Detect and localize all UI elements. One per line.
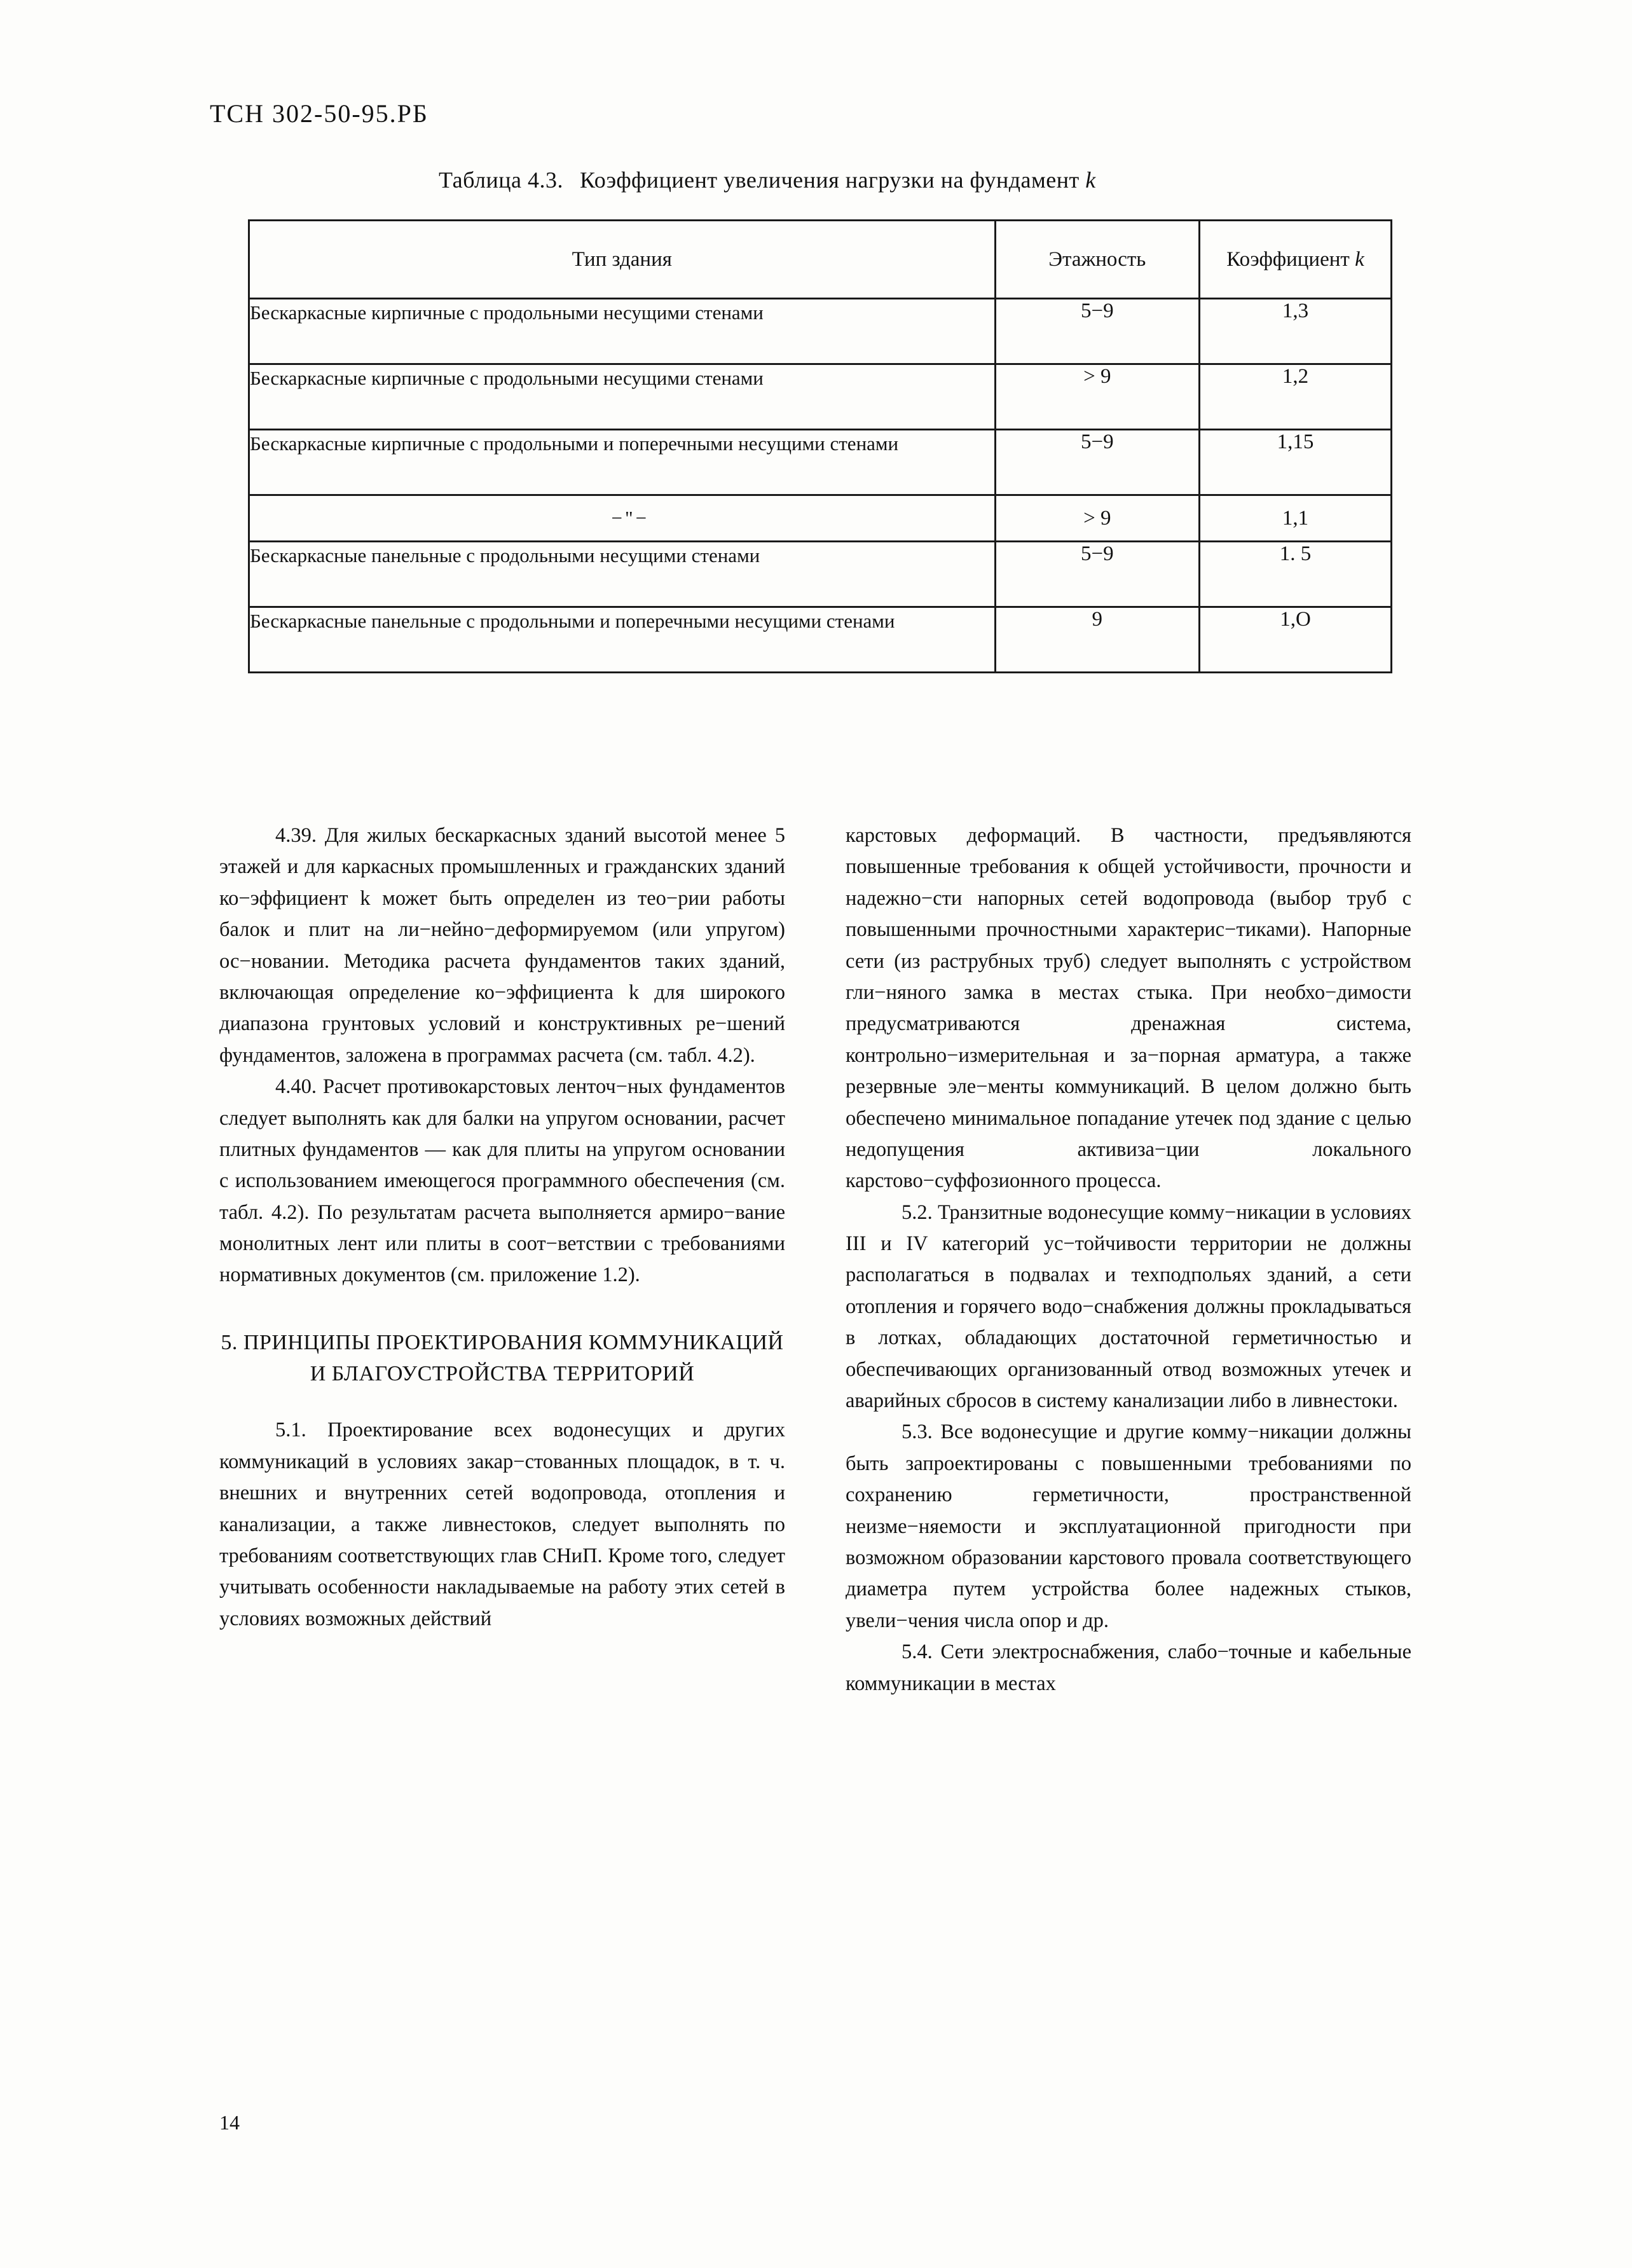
paragraph-5-4: 5.4. Сети электроснабжения, слабо−точные и кабельные коммуникации в местах — [846, 1640, 1411, 1695]
paragraph-4-40: 4.40. Расчет противокарстовых ленточ−ных фундаментов следует выполнять как для балки на упругом основании, расчет плитных фундаментов — как для плиты на упругом основании с использованием имеющегося программного обеспечения (см. табл. 4.2). По результатам расчета выполняется армиро−вание монолитных лент или плиты в соот−ветствии с требованиями нормативных документов (см. приложение 1.2). — [219, 1075, 785, 1287]
cell-floors: 5−9 — [995, 299, 1199, 364]
table-row — [249, 495, 1392, 542]
left-column — [219, 820, 785, 1700]
paragraph-5-3: 5.3. Все водонесущие и другие комму−никации должны быть запроектированы с повышенными требованиями по сохранению герметичности, пространственной неизме−няемости и эксплуатационной пригодности при возможном образовании карстового провала соответствующего диаметра путем устройства более надежных стыков, увели−чения числа опор и др. — [846, 1420, 1411, 1632]
document-header-code: ТСН 302-50-95.РБ — [210, 99, 429, 128]
table-header-row — [249, 221, 1392, 299]
table-row — [249, 364, 1392, 430]
paragraph-5-1: 5.1. Проектирование всех водонесущих и других коммуникаций в условиях закар−стованных площадок, в т. ч. внешних и внутренних сетей водопровода, отопления и канализации, а также ливнестоков, следует выполнять по требованиям соответствующих глав СНиП. Кроме того, следует учитывать особенности накладываемые на работу этих сетей в условиях возможных действий — [219, 1419, 785, 1630]
header-coefficient-text: Коэффициент — [1226, 247, 1350, 271]
header-coefficient — [1200, 221, 1392, 299]
table-caption-symbol: k — [1085, 167, 1096, 193]
coefficient-table — [248, 219, 1392, 673]
paragraph-4-39: 4.39. Для жилых бескаркасных зданий высотой менее 5 этажей и для каркасных промышленных и гражданских зданий ко−эффициент k может быть определен из тео−рии работы балок и плит на ли−нейно−деформируемом (или упругом) ос−новании. Методика расчета фундаментов таких зданий, включающая определение ко−эффициента k для широкого диапазона грунтовых условий и конструктивных ре−шений фундаментов, заложена в программах расчета (см. табл. 4.2). — [219, 824, 785, 1067]
cell-k: 1. 5 — [1200, 542, 1392, 607]
cell-type: Бескаркасные кирпичные с продольными несущими стенами — [249, 364, 996, 430]
header-coefficient-symbol: k — [1355, 247, 1364, 271]
body-columns — [219, 820, 1415, 1700]
table-body — [249, 299, 1392, 673]
cell-type: Бескаркасные панельные с продольными несущими стенами — [249, 542, 996, 607]
header-type: Тип здания — [249, 221, 996, 299]
table-caption-text: Коэффициент увеличения нагрузки на фундамент — [579, 167, 1080, 193]
section-heading-5: 5. ПРИНЦИПЫ ПРОЕКТИРОВАНИЯ КОММУНИКАЦИЙ И БЛАГОУСТРОЙСТВА ТЕРРИТОРИЙ — [221, 1330, 784, 1386]
table-row — [249, 430, 1392, 495]
cell-type: Бескаркасные кирпичные с продольными несущими стенами — [249, 299, 996, 364]
cell-k: 1,2 — [1200, 364, 1392, 430]
table-caption-label: Таблица 4.3. — [439, 167, 563, 193]
cell-k: 1,1 — [1200, 495, 1392, 542]
table-row — [249, 542, 1392, 607]
cell-type: −"− — [249, 495, 996, 542]
table-head — [249, 221, 1392, 299]
cell-floors: 5−9 — [995, 430, 1199, 495]
table-caption — [439, 167, 1096, 193]
cell-floors: > 9 — [995, 495, 1199, 542]
right-column — [846, 820, 1411, 1700]
cell-floors: 9 — [995, 607, 1199, 673]
paragraph-continued: карстовых деформаций. В частности, предъявляются повышенные требования к общей устойчивости, прочности и надежно−сти напорных сетей водопровода (выбор труб с повышенными прочностными характерис−тиками). Напорные сети (из раструбных труб) следует выполнять с устройством гли−няного замка в местах стыка. При необхо−димости предусматриваются дренажная система, контрольно−измерительная и за−порная арматура, а также резервные эле−менты коммуникаций. В целом должно быть обеспечено минимальное попадание утечек под здание с целью недопущения активиза−ции локального карстово−суффозионного процесса. — [846, 824, 1411, 1193]
cell-floors: 5−9 — [995, 542, 1199, 607]
header-floors: Этажность — [995, 221, 1199, 299]
cell-floors: > 9 — [995, 364, 1199, 430]
cell-k: 1,3 — [1200, 299, 1392, 364]
paragraph-5-2: 5.2. Транзитные водонесущие комму−никации в условиях III и IV категорий ус−тойчивости территории не должны располагаться в подвалах и техподпольях зданий, а сети отопления и горячего водо−снабжения должны прокладываться в лотках, обладающих достаточной герметичностью и обеспечивающих организованный отвод возможных утечек и аварийных сбросов в систему канализации либо в ливнестоки. — [846, 1200, 1411, 1413]
page-number: 14 — [219, 2111, 240, 2134]
cell-k: 1,О — [1200, 607, 1392, 673]
cell-k: 1,15 — [1200, 430, 1392, 495]
table-row — [249, 299, 1392, 364]
cell-type: Бескаркасные панельные с продольными и поперечными несущими стенами — [249, 607, 996, 673]
table-row — [249, 607, 1392, 673]
cell-type: Бескаркасные кирпичные с продольными и поперечными несущими стенами — [249, 430, 996, 495]
